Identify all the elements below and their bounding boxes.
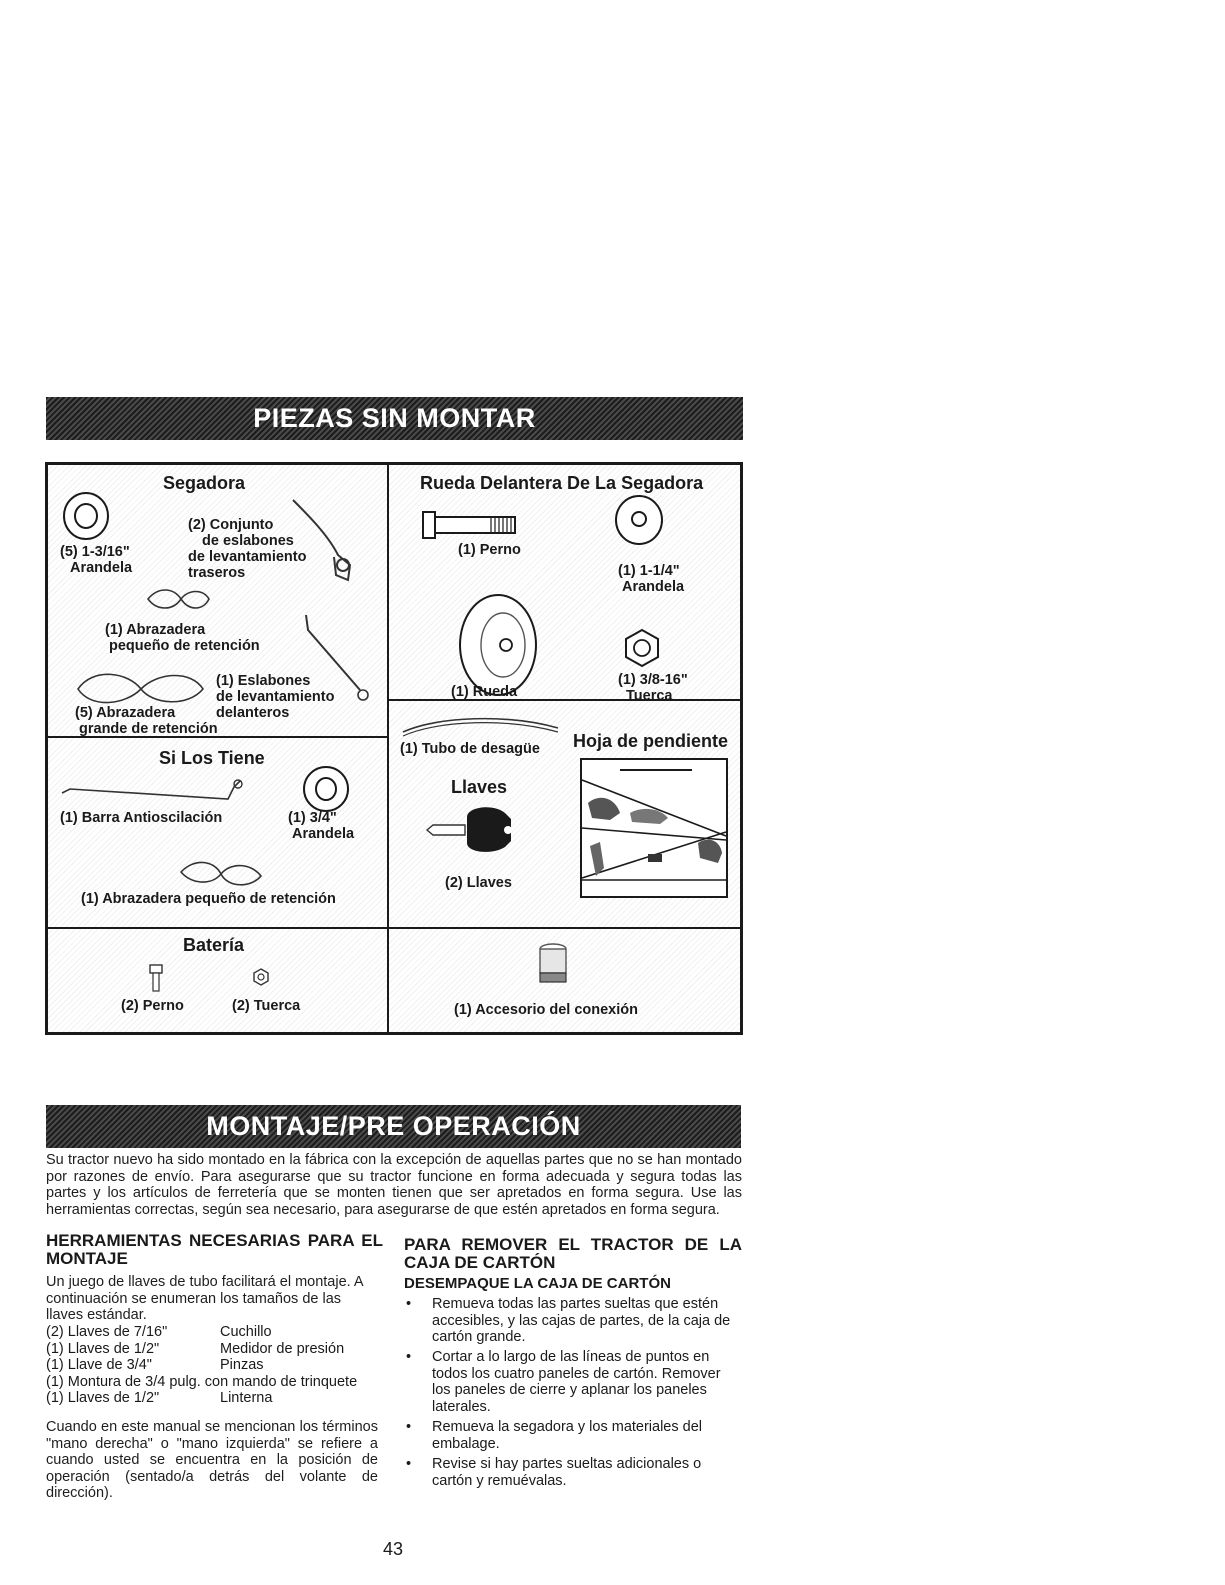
keys-label: (2) Llaves [445, 875, 512, 891]
keys-title: Llaves [451, 777, 508, 797]
hex-nut-icon [252, 968, 270, 986]
drain-tube-icon [398, 710, 563, 740]
tools-intro: Un juego de llaves de tubo facilitará el montaje. A continuación se enumeran los tamaños de las llaves estándar. [46, 1274, 363, 1323]
large-clip-label: (5) Abrazadera grande de retención [75, 705, 218, 737]
if-equipped-title: Si Los Tiene [159, 748, 265, 768]
tool-row: (1) Llaves de 1/2" Linterna [46, 1390, 273, 1406]
tool-row: (2) Llaves de 7/16" Cuchillo [46, 1324, 272, 1340]
bolt-icon [421, 510, 521, 540]
fitting-label: (1) Accesorio del conexión [454, 1002, 638, 1018]
battery-title: Batería [183, 935, 245, 955]
if-equipped-washer-label: (1) 3/4" Arandela [288, 810, 355, 842]
tool-row: (1) Montura de 3/4 pulg. con mando de trinquete [46, 1373, 358, 1390]
list-item: • Remueva la segadora y los materiales del embalage. [406, 1419, 702, 1452]
fitting-icon [537, 943, 569, 985]
assembly-intro-paragraph: Su tractor nuevo ha sido montado en la fábrica con la excepción de aquellas partes que no se han montado por razones de envío. Para asegurarse que su tractor funcione en forma adecuada y segura todas las partes y los artículos de ferretería que se monten tienen que ser apretados en forma segura. Use las herramientas correctas, según sea necesario, para asegurarse de que estén apretados en forma segura. [46, 1152, 742, 1218]
list-item: • Remueva todas las partes sueltas que estén accesibles, y las cajas de partes, de la caja de cartón grande. [406, 1296, 731, 1345]
handedness-note: Cuando en este manual se mencionan los términos "mano derecha" o "mano izquierda" se refiere a cuando usted se encuentra en la posición de operación (sentado/a detrás del volante de dirección). [46, 1419, 378, 1501]
section-banner-unassembled-parts: PIEZAS SIN MONTAR [46, 397, 743, 440]
remove-tractor-heading: PARA REMOVER EL TRACTOR DE LA CAJA DE CARTÓN [404, 1235, 742, 1272]
small-retaining-clip-icon [143, 585, 213, 613]
front-wheel-title: Rueda Delantera De La Segadora [420, 473, 704, 493]
page-number: 43 [383, 1539, 404, 1559]
list-item: • Revise si hay partes sueltas adicionales o cartón y remuévalas. [406, 1456, 702, 1489]
small-retaining-clip-icon [176, 858, 266, 890]
bullet-icon: • [406, 1296, 412, 1312]
battery-bolt-label: (2) Perno [121, 998, 184, 1014]
unassembled-parts-panel [45, 462, 743, 1035]
washer-icon [613, 493, 665, 547]
drain-tube-label: (1) Tubo de desagüe [400, 741, 540, 757]
rear-links-label: (2) Conjunto de eslabones de levantamiento traseros [188, 517, 307, 581]
if-equipped-clip-label: (1) Abrazadera pequeño de retención [81, 891, 336, 907]
large-retaining-clip-icon [73, 667, 208, 709]
tool-row: (1) Llaves de 1/2" Medidor de presión [46, 1340, 345, 1357]
segadora-title: Segadora [163, 473, 246, 493]
battery-nut-label: (2) Tuerca [232, 998, 301, 1014]
segadora-washer-label: (5) 1-3/16" Arandela [60, 544, 133, 576]
slope-sheet-title: Hoja de pendiente [573, 731, 729, 751]
list-item: • Cortar a lo largo de las líneas de puntos en todos los cuatro paneles de cartón. Remover los paneles de cierre y aplanar los paneles laterales. [406, 1349, 721, 1415]
rear-lift-link-icon [288, 495, 368, 585]
sway-bar-label: (1) Barra Antioscilación [60, 810, 223, 826]
washer-icon [61, 490, 111, 542]
wheel-nut-label: (1) 3/8-16" Tuerca [618, 672, 688, 704]
wheel-washer-label: (1) 1-1/4" Arandela [618, 563, 685, 595]
hex-nut-icon [622, 628, 662, 668]
bullet-icon: • [406, 1349, 412, 1365]
washer-icon [301, 765, 351, 813]
tools-list [46, 1324, 357, 1407]
unpack-subheading: DESEMPAQUE LA CAJA DE CARTÓN [404, 1275, 671, 1292]
bullet-icon: • [406, 1456, 412, 1472]
section-banner-assembly: MONTAJE/PRE OPERACIÓN [46, 1105, 741, 1148]
tools-heading: HERRAMIENTAS NECESARIAS PARA EL MONTAJE [46, 1231, 383, 1268]
bolt-icon [148, 964, 164, 994]
key-icon [423, 805, 518, 855]
tool-row: (1) Llave de 3/4" Pinzas [46, 1357, 264, 1373]
wheel-label: (1) Rueda [451, 684, 518, 700]
sway-bar-icon [58, 775, 258, 805]
divider-bottom [48, 927, 740, 929]
divider-vertical [387, 465, 389, 1032]
bullet-icon: • [406, 1419, 412, 1435]
front-links-label: (1) Eslabones de levantamiento delanteros [216, 673, 335, 721]
slope-sheet-icon [580, 758, 728, 898]
wheel-bolt-label: (1) Perno [458, 542, 521, 558]
small-clip-label: (1) Abrazadera pequeño de retención [105, 622, 260, 654]
